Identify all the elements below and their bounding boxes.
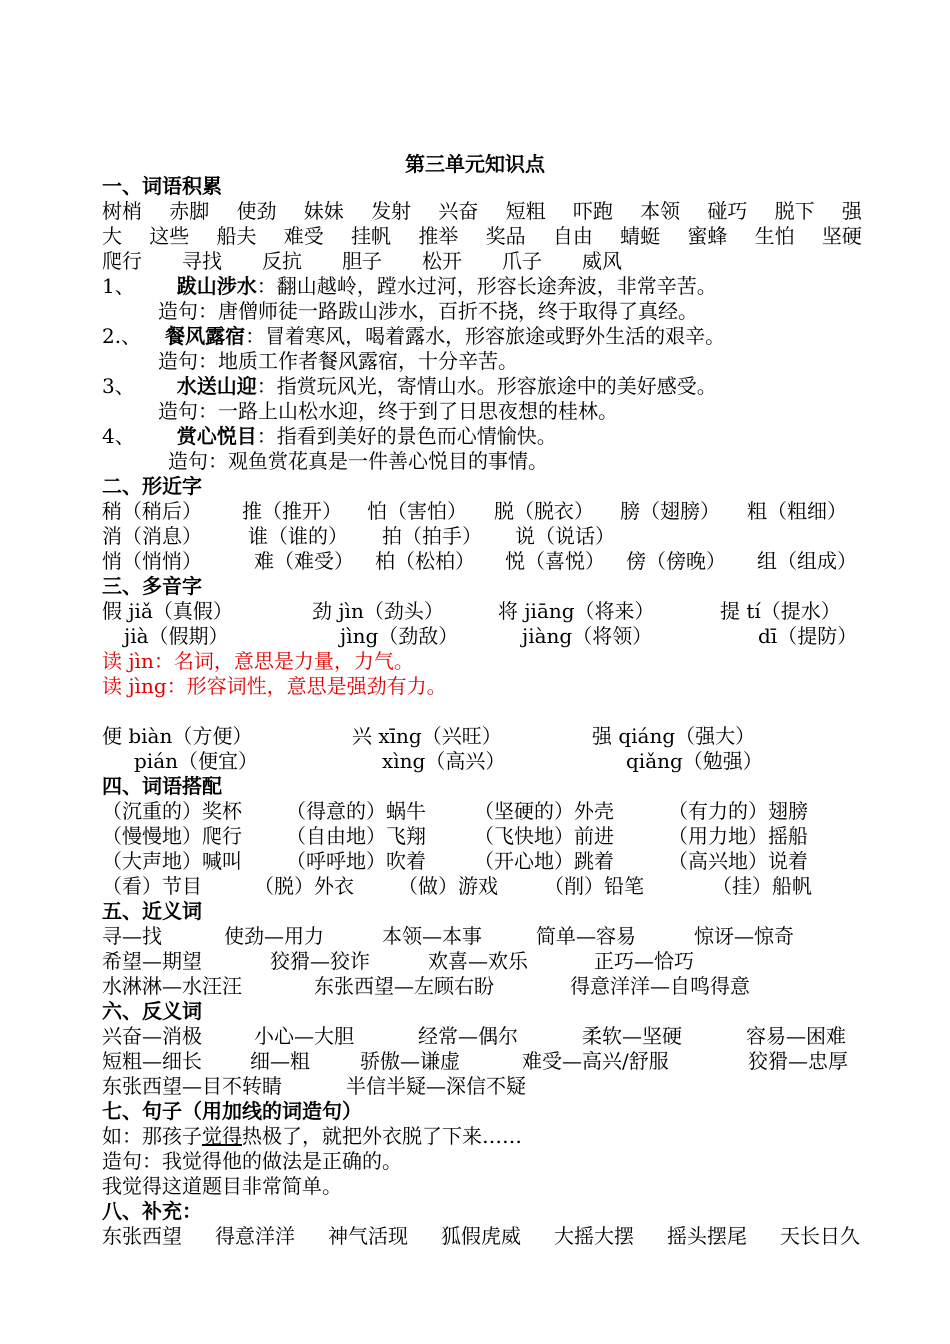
similar-char: 推（推开） [242,499,342,523]
antonym-pair: 狡猾—忠厚 [748,1049,848,1073]
similar-char: 谁（谁的） [248,524,348,548]
word: 自由 [552,224,593,248]
section-heading-supplement: 八、补充： [102,1199,202,1223]
collocation: （大声地）喊叫 [102,849,242,873]
word: 大摇大摆 [554,1224,634,1248]
vocab-row-2 [102,224,862,249]
idiom-term: 跋山涉水 [176,274,257,298]
antonym-pair: 骄傲—谦虚 [360,1049,460,1073]
word: 强 [841,199,862,223]
word: 碰巧 [707,199,748,223]
section-heading-polyphones: 三、多音字 [102,574,202,598]
idiom-definition: ：翻山越岭，蹚水过河，形容长途奔波，非常辛苦。 [256,274,717,298]
word: 妹妹 [303,199,344,223]
vocab-row-3 [102,249,622,274]
vocab-row-3-text: 爬行 寻找 反抗 胆子 松开 爪子 威风 [102,249,622,273]
synonym-pair: 得意洋洋—自鸣得意 [570,974,750,998]
polyphone: 假 jiǎ（真假） [102,599,233,623]
word: 发射 [371,199,412,223]
similar-char: 说（说话） [515,524,615,548]
polyphone: jià（假期） [124,624,229,648]
collocation: （开心地）跳着 [474,849,614,873]
word: 本领 [640,199,681,223]
word: 赤脚 [169,199,210,223]
section-heading-collocations: 四、词语搭配 [102,774,222,798]
synonym-pair: 正巧—恰巧 [594,949,694,973]
idiom-number: 4、 [102,424,135,448]
antonym-pair: 容易—困难 [746,1024,846,1048]
word: 脱下 [774,199,815,223]
antonym-pair: 半信半疑—深信不疑 [346,1074,526,1098]
collocation: （飞快地）前进 [474,824,614,848]
antonym-pair: 细—粗 [250,1049,310,1073]
synonym-pair: 东张西望—左顾右盼 [314,974,494,998]
similar-char: 柏（松柏） [375,549,475,573]
synonym-pair: 希望—期望 [102,949,202,973]
idiom-number: 2.、 [102,324,142,348]
polyphone: xìng（高兴） [382,749,506,773]
idiom-definition: ：指看到美好的景色而心情愉快。 [256,424,557,448]
polyphone: jìng（劲敌） [340,624,459,648]
word: 船夫 [216,224,257,248]
word: 兴奋 [438,199,479,223]
word: 难受 [283,224,324,248]
polyphone: 劲 jìn（劲头） [312,599,444,623]
antonym-pair: 东张西望—目不转睛 [102,1074,282,1098]
synonym-pair: 寻—找 [102,924,162,948]
idiom-4 [102,424,557,449]
word: 大 [102,224,122,248]
collocation: （高兴地）说着 [668,849,808,873]
collocation: （看）节目 [102,874,202,898]
word: 生怕 [754,224,795,248]
synonym-pair: 简单—容易 [536,924,636,948]
vocab-row-1 [102,199,862,224]
collocation: （坚硬的）外壳 [474,799,614,823]
similar-char: 粗（粗细） [747,499,847,523]
collocation: （得意的）蜗牛 [286,799,426,823]
idiom-3-example: 造句：一路上山松水迎，终于到了日思夜想的桂林。 [158,399,618,423]
collocation: （用力地）摇船 [668,824,808,848]
antonym-pair: 柔软—坚硬 [582,1024,682,1048]
polyphone: jiàng（将领） [522,624,653,648]
note-jin: 读 jìn：名词，意思是力量，力气。 [102,649,414,673]
word: 得意洋洋 [215,1224,295,1248]
polyphone: 将 jiāng（将来） [498,599,655,623]
section-heading-similar-chars: 二、形近字 [102,474,202,498]
idiom-definition: ：指赏玩风光，寄情山水。形容旅途中的美好感受。 [256,374,717,398]
word: 蜻蜓 [620,224,661,248]
similar-char: 组（组成） [757,549,857,573]
collocation: （沉重的）奖杯 [102,799,242,823]
similar-char: 悄（悄悄） [102,549,202,573]
idiom-number: 3、 [102,374,135,398]
polyphone: dī（提防） [758,624,858,648]
sentence-made-1: 造句：我觉得他的做法是正确的。 [102,1149,402,1173]
sentence-example-pre: 如：那孩子 [102,1124,202,1148]
idiom-term: 赏心悦目 [176,424,257,448]
word: 天长日久 [780,1224,860,1248]
idiom-2-example: 造句：地质工作者餐风露宿，十分辛苦。 [158,349,518,373]
similar-char: 怕（害怕） [367,499,467,523]
idiom-1-example: 造句：唐僧师徒一路跋山涉水，百折不挠，终于取得了真经。 [158,299,698,323]
polyphone: qiǎng（勉强） [626,749,763,773]
polyphone: 兴 xīng（兴旺） [352,724,502,748]
similar-char: 脱（脱衣） [494,499,594,523]
supplement-row [102,1224,860,1249]
section-heading-synonyms: 五、近义词 [102,899,202,923]
collocation: （呼呼地）吹着 [286,849,426,873]
word: 推举 [418,224,459,248]
section-heading-antonyms: 六、反义词 [102,999,202,1023]
similar-char: 膀（翅膀） [620,499,720,523]
antonym-pair: 经常—偶尔 [418,1024,518,1048]
idiom-1 [102,274,717,299]
synonym-pair: 惊讶—惊奇 [694,924,794,948]
word: 蜜蜂 [687,224,728,248]
idiom-3 [102,374,717,399]
idiom-term: 水送山迎 [176,374,257,398]
similar-char: 消（消息） [102,524,202,548]
word: 狐假虎威 [441,1224,521,1248]
word: 这些 [149,224,190,248]
similar-char: 稍（稍后） [102,499,202,523]
idiom-term: 餐风露宿 [165,324,246,348]
idiom-4-example: 造句：观鱼赏花真是一件善心悦目的事情。 [168,449,548,473]
word: 挂帆 [351,224,392,248]
collocation: （有力的）翅膀 [668,799,808,823]
synonym-pair: 狡猾—狡诈 [270,949,370,973]
word: 使劲 [236,199,277,223]
sentence-made-2: 我觉得这道题目非常简单。 [102,1174,342,1198]
idiom-number: 1、 [102,274,135,298]
synonym-pair: 使劲—用力 [224,924,324,948]
synonym-pair: 水淋淋—水汪汪 [102,974,242,998]
polyphone: pián（便宜） [134,749,259,773]
page-title: 第三单元知识点 [405,152,545,176]
similar-char: 拍（拍手） [382,524,482,548]
collocation: （自由地）飞翔 [286,824,426,848]
polyphone: 强 qiáng（强大） [592,724,756,748]
synonym-pair: 本领—本事 [382,924,482,948]
collocation: （挂）船帆 [712,874,812,898]
word: 东张西望 [102,1224,182,1248]
collocation: （做）游戏 [398,874,498,898]
antonym-pair: 小心—大胆 [254,1024,354,1048]
similar-char: 难（难受） [254,549,354,573]
similar-char: 悦（喜悦） [505,549,605,573]
similar-char: 傍（傍晚） [626,549,726,573]
note-jing: 读 jìng：形容词性，意思是强劲有力。 [102,674,447,698]
section-heading-vocabulary: 一、词语积累 [102,174,222,198]
word: 摇头摆尾 [667,1224,747,1248]
underlined-word: 觉得 [202,1124,242,1148]
sentence-example-post: 热极了，就把外衣脱了下来…… [242,1124,522,1148]
synonym-pair: 欢喜—欢乐 [428,949,528,973]
idiom-2 [102,324,725,349]
antonym-pair: 兴奋—消极 [102,1024,202,1048]
word: 神气活现 [328,1224,408,1248]
idiom-definition: ：冒着寒风，喝着露水，形容旅途或野外生活的艰辛。 [245,324,726,348]
word: 短粗 [505,199,546,223]
section-heading-sentences: 七、句子（用加线的词造句） [102,1099,362,1123]
polyphone: 提 tí（提水） [720,599,841,623]
collocation: （削）铅笔 [544,874,644,898]
polyphone: 便 biàn（方便） [102,724,253,748]
word: 树梢 [102,199,142,223]
word: 坚硬 [821,224,862,248]
collocation: （慢慢地）爬行 [102,824,242,848]
word: 吓跑 [572,199,613,223]
word: 奖品 [485,224,526,248]
sentence-example [102,1124,522,1149]
antonym-pair: 难受—高兴/舒服 [522,1049,669,1073]
antonym-pair: 短粗—细长 [102,1049,202,1073]
collocation: （脱）外衣 [254,874,354,898]
